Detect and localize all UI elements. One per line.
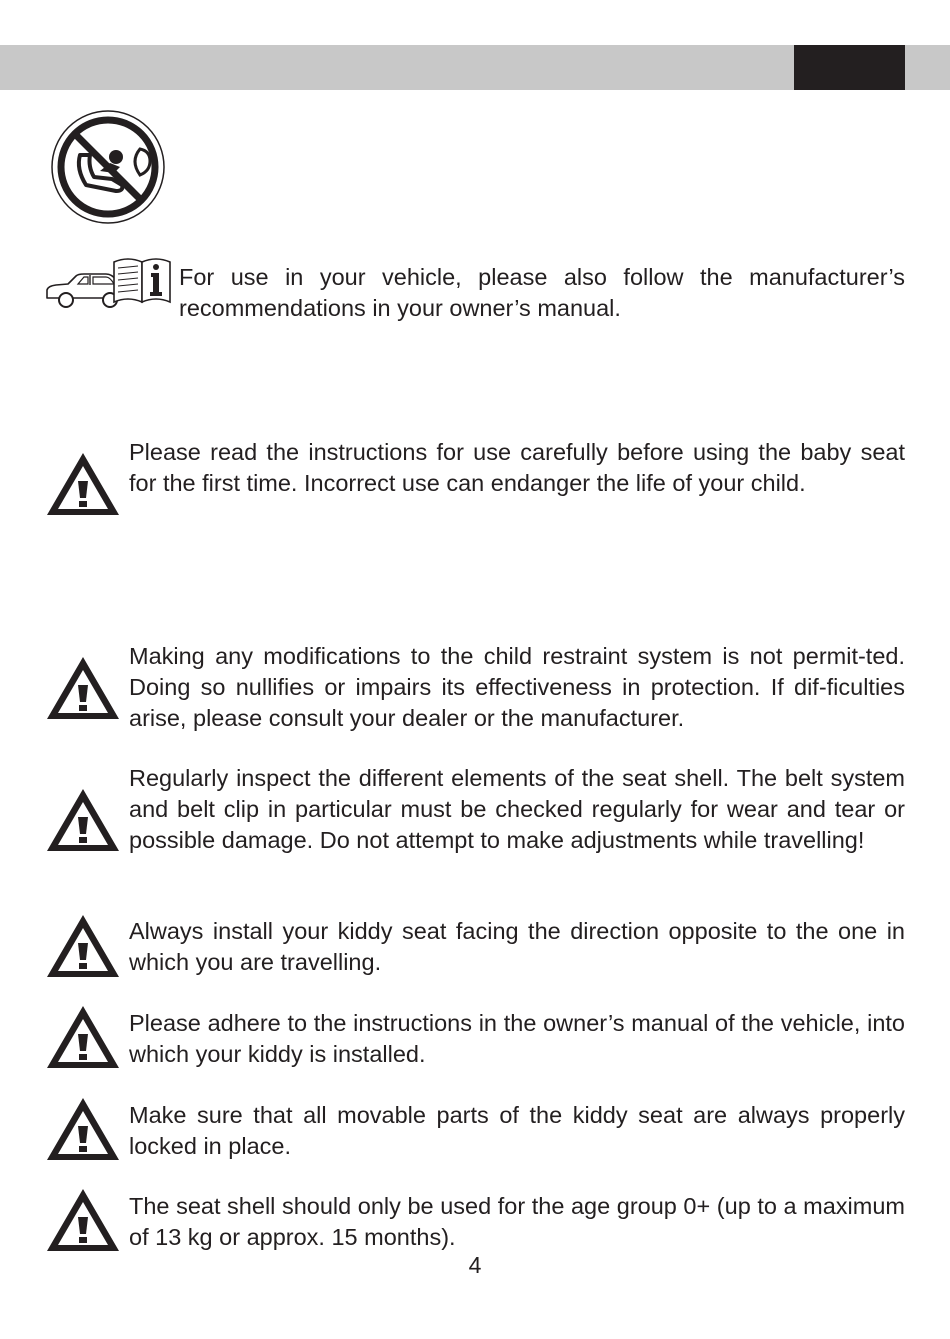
warning-text: Making any modifications to the child restraint system is not permit-ted. Doing so nullifies or impairs its effectiveness in protection. If dif-ficulties arise, please consult your dealer or the manufacturer. xyxy=(129,643,905,731)
warning-triangle-icon xyxy=(45,1187,121,1253)
no-airbag-seat-icon xyxy=(50,109,166,225)
header-tab xyxy=(794,45,905,90)
warning-text: Please adhere to the instructions in the owner’s manual of the vehicle, into which your kiddy is installed. xyxy=(129,1010,905,1067)
warning-triangle-icon xyxy=(45,787,121,853)
warning-triangle-icon xyxy=(45,1004,121,1070)
warning-triangle-icon xyxy=(45,913,121,979)
warning-text: Regularly inspect the different elements of the seat shell. The belt system and belt clip in particular must be checked regularly for wear and tear or possible damage. Do not attempt to make adjustments while travelling! xyxy=(129,765,905,853)
warning-text: Make sure that all movable parts of the kiddy seat are always properly locked in place. xyxy=(129,1102,905,1159)
car-and-manual-icon xyxy=(44,252,174,316)
vehicle-manual-note: For use in your vehicle, please also follow the manufacturer’s recommendations in your owner’s manual. xyxy=(179,264,905,321)
warning-text: The seat shell should only be used for the age group 0+ (up to a maximum of 13 kg or approx. 15 months). xyxy=(129,1193,905,1250)
warning-triangle-icon xyxy=(45,451,121,517)
warning-text: Please read the instructions for use carefully before using the baby seat for the first time. Incorrect use can endanger the life of your child. xyxy=(129,439,905,496)
warning-triangle-icon xyxy=(45,1096,121,1162)
warning-text: Always install your kiddy seat facing the direction opposite to the one in which you are travelling. xyxy=(129,918,905,975)
warning-triangle-icon xyxy=(45,655,121,721)
page-number: 4 xyxy=(468,1252,482,1278)
